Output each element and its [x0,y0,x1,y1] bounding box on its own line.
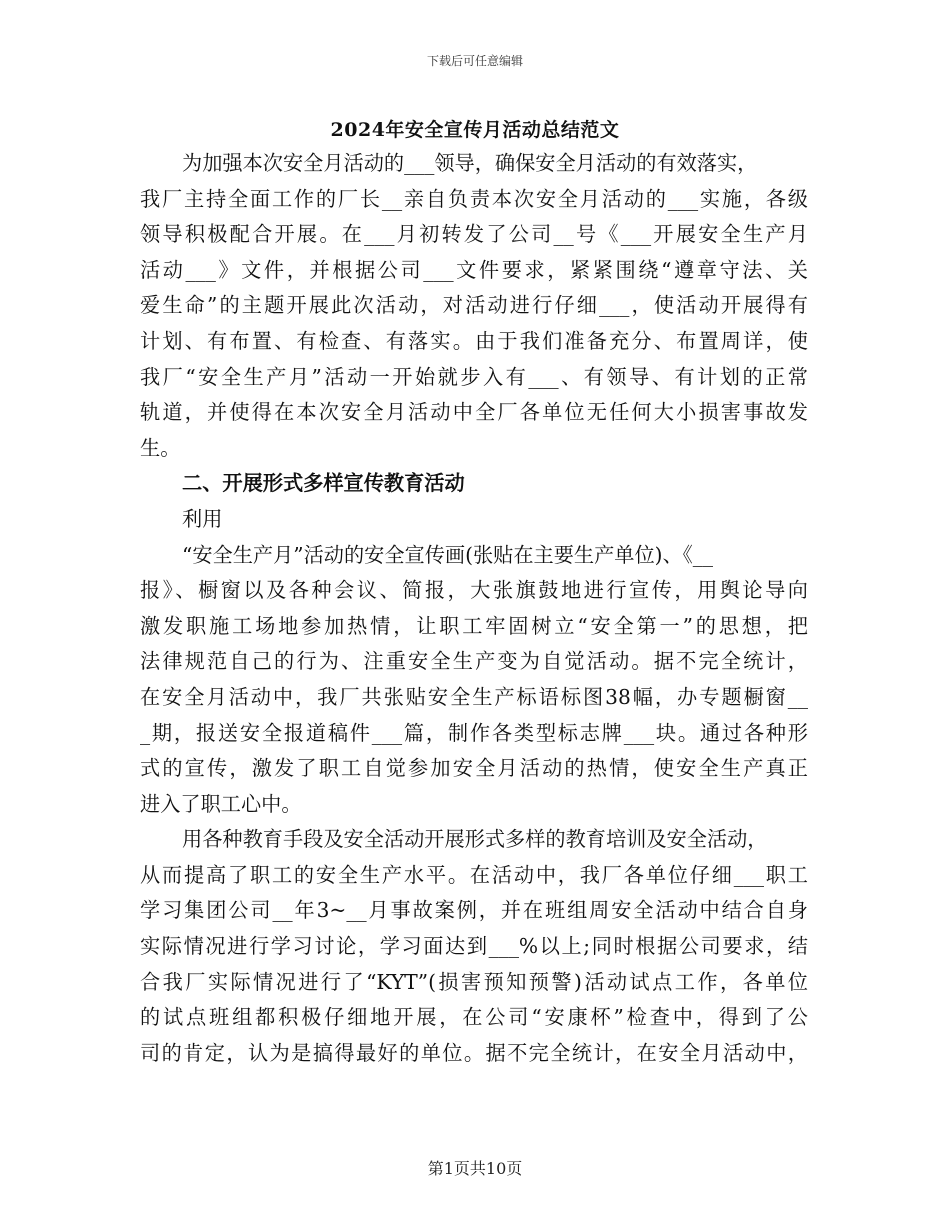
body-line: 活动___》文件，并根据公司___文件要求，紧紧围绕“遵章守法、关 [140,257,808,282]
body-line: 在安全月活动中，我厂共张贴安全生产标语标图38幅，办专题橱窗__ [140,684,808,709]
document-title: 2024年安全宣传月活动总结范文 [330,119,620,141]
body-line: _期，报送安全报道稿件___篇，制作各类型标志牌___块。通过各种形 [140,720,808,745]
body-line: 司的肯定，认为是搞得最好的单位。据不完全统计，在安全月活动中， [140,1040,808,1065]
body-line: 法律规范自己的行为、注重安全生产变为自觉活动。据不完全统计， [140,649,808,674]
section-heading: 二、开展形式多样宣传教育活动 [182,471,465,496]
page-indicator: 第1页共10页 [427,1159,523,1178]
body-line: 我厂“安全生产月”活动一开始就步入有___、有领导、有计划的正常 [140,364,808,389]
body-line: 从而提高了职工的安全生产水平。在活动中，我厂各单位仔细___职工 [140,862,808,887]
body-line: 合我厂实际情况进行了“KYT”(损害预知预警)活动试点工作，各单位 [140,969,808,994]
body-line: 用各种教育手段及安全活动开展形式多样的教育培训及安全活动， [182,827,768,852]
body-line: 轨道，并使得在本次安全月活动中全厂各单位无任何大小损害事故发 [140,400,808,425]
body-line: 报》、橱窗以及各种会议、简报，大张旗鼓地进行宣传，用舆论导向 [140,578,808,603]
body-line: 爱生命”的主题开展此次活动，对活动进行仔细___，使活动开展得有 [140,293,808,318]
document-body [140,146,808,1071]
body-line: 学习集团公司__年3~__月事故案例，并在班组周安全活动中结合自身 [140,898,808,923]
body-line: “安全生产月”活动的安全宣传画(张贴在主要生产单位)、《__ [182,542,713,567]
body-line: 我厂主持全面工作的厂长__亲自负责本次安全月活动的___实施，各级 [140,186,808,211]
body-line: 实际情况进行学习讨论，学习面达到___%以上;同时根据公司要求，结 [140,934,808,959]
body-line: 的试点班组都积极仔细地开展，在公司“安康杯”检查中，得到了公 [140,1005,808,1030]
body-line: 进入了职工心中。 [140,791,302,816]
body-line: 计划、有布置、有检查、有落实。由于我们准备充分、布置周详，使 [140,328,808,353]
body-line: 激发职施工场地参加热情，让职工牢固树立“安全第一”的思想，把 [140,613,808,638]
body-line: 为加强本次安全月活动的___领导，确保安全月活动的有效落实， [182,151,758,175]
body-line: 领导积极配合开展。在___月初转发了公司__号《___开展安全生产月 [140,222,808,247]
body-line: 生。 [140,435,181,460]
header-note: 下载后可任意编辑 [426,54,523,68]
body-line: 利用 [182,506,223,531]
body-line: 式的宣传，激发了职工自觉参加安全月活动的热情，使安全生产真正 [140,756,808,781]
